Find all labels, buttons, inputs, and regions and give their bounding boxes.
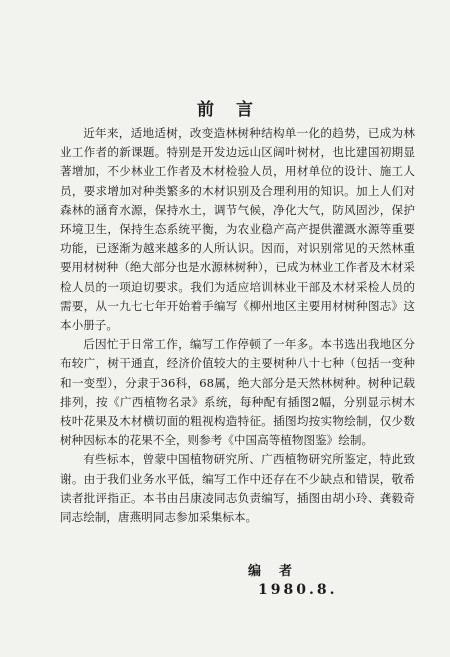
date: 1980.8. [258,582,338,598]
preface-body [60,124,415,527]
signature: 编者 [248,564,311,579]
paragraph-1: 近年来，适地适树，改变造林树种结构单一化的趋势，已成为林业工作者的新课题。特别是开发边远山区阔叶树材，也比建国初期显著增加，不少林业工作者及木材检验人员，用材单位的设计、施工人员，要求增加对种类繁多的木材识别及合理利用的知识。加上人们对森林的涵育水源，保持水土，调节气候，净化大气，防风固沙，保护环境卫生，保持生态系统平衡，为农业稳产高产提供灌溉水源等重要功能，已逐渐为越来越多的人所认识。因而，对识别常见的天然林重要用材树种（绝大部分也是水源林树种），已成为林业工作者及木材采检人员的一项迫切要求。我们为适应培训林业干部及木材采检人员的需要，从一九七七年开始着手编写《柳州地区主要用材树种图志》这本小册子。 [60,126,415,333]
paragraph-3: 有些标本，曾蒙中国植物研究所、广西植物研究所鉴定，特此致谢。由于我们业务水平低，编写工作中还存在不少缺点和错误，敬希读者批评指正。本书由吕康凌同志负责编写，插图由胡小玲、龚毅奇同志绘制，唐燕明同志参加采集标本。 [60,452,415,525]
paragraph-2: 后因忙于日常工作，编写工作停顿了一年多。本书选出我地区分布较广，树干通直，经济价值较大的主要树种八十七种（包括一变种和一变型），分隶于36科，68属，绝大部分是天然林树种。树种记载排列，按《广西植物名录》系统，每种配有插图2幅，分别显示树木枝叶花果及木材横切面的粗视构造特征。插图均按实物绘制，仅少数树种因标本的花果不全，则参考《中国高等植物图鉴》绘制。 [60,337,415,448]
page-title: 前言 [197,100,275,120]
